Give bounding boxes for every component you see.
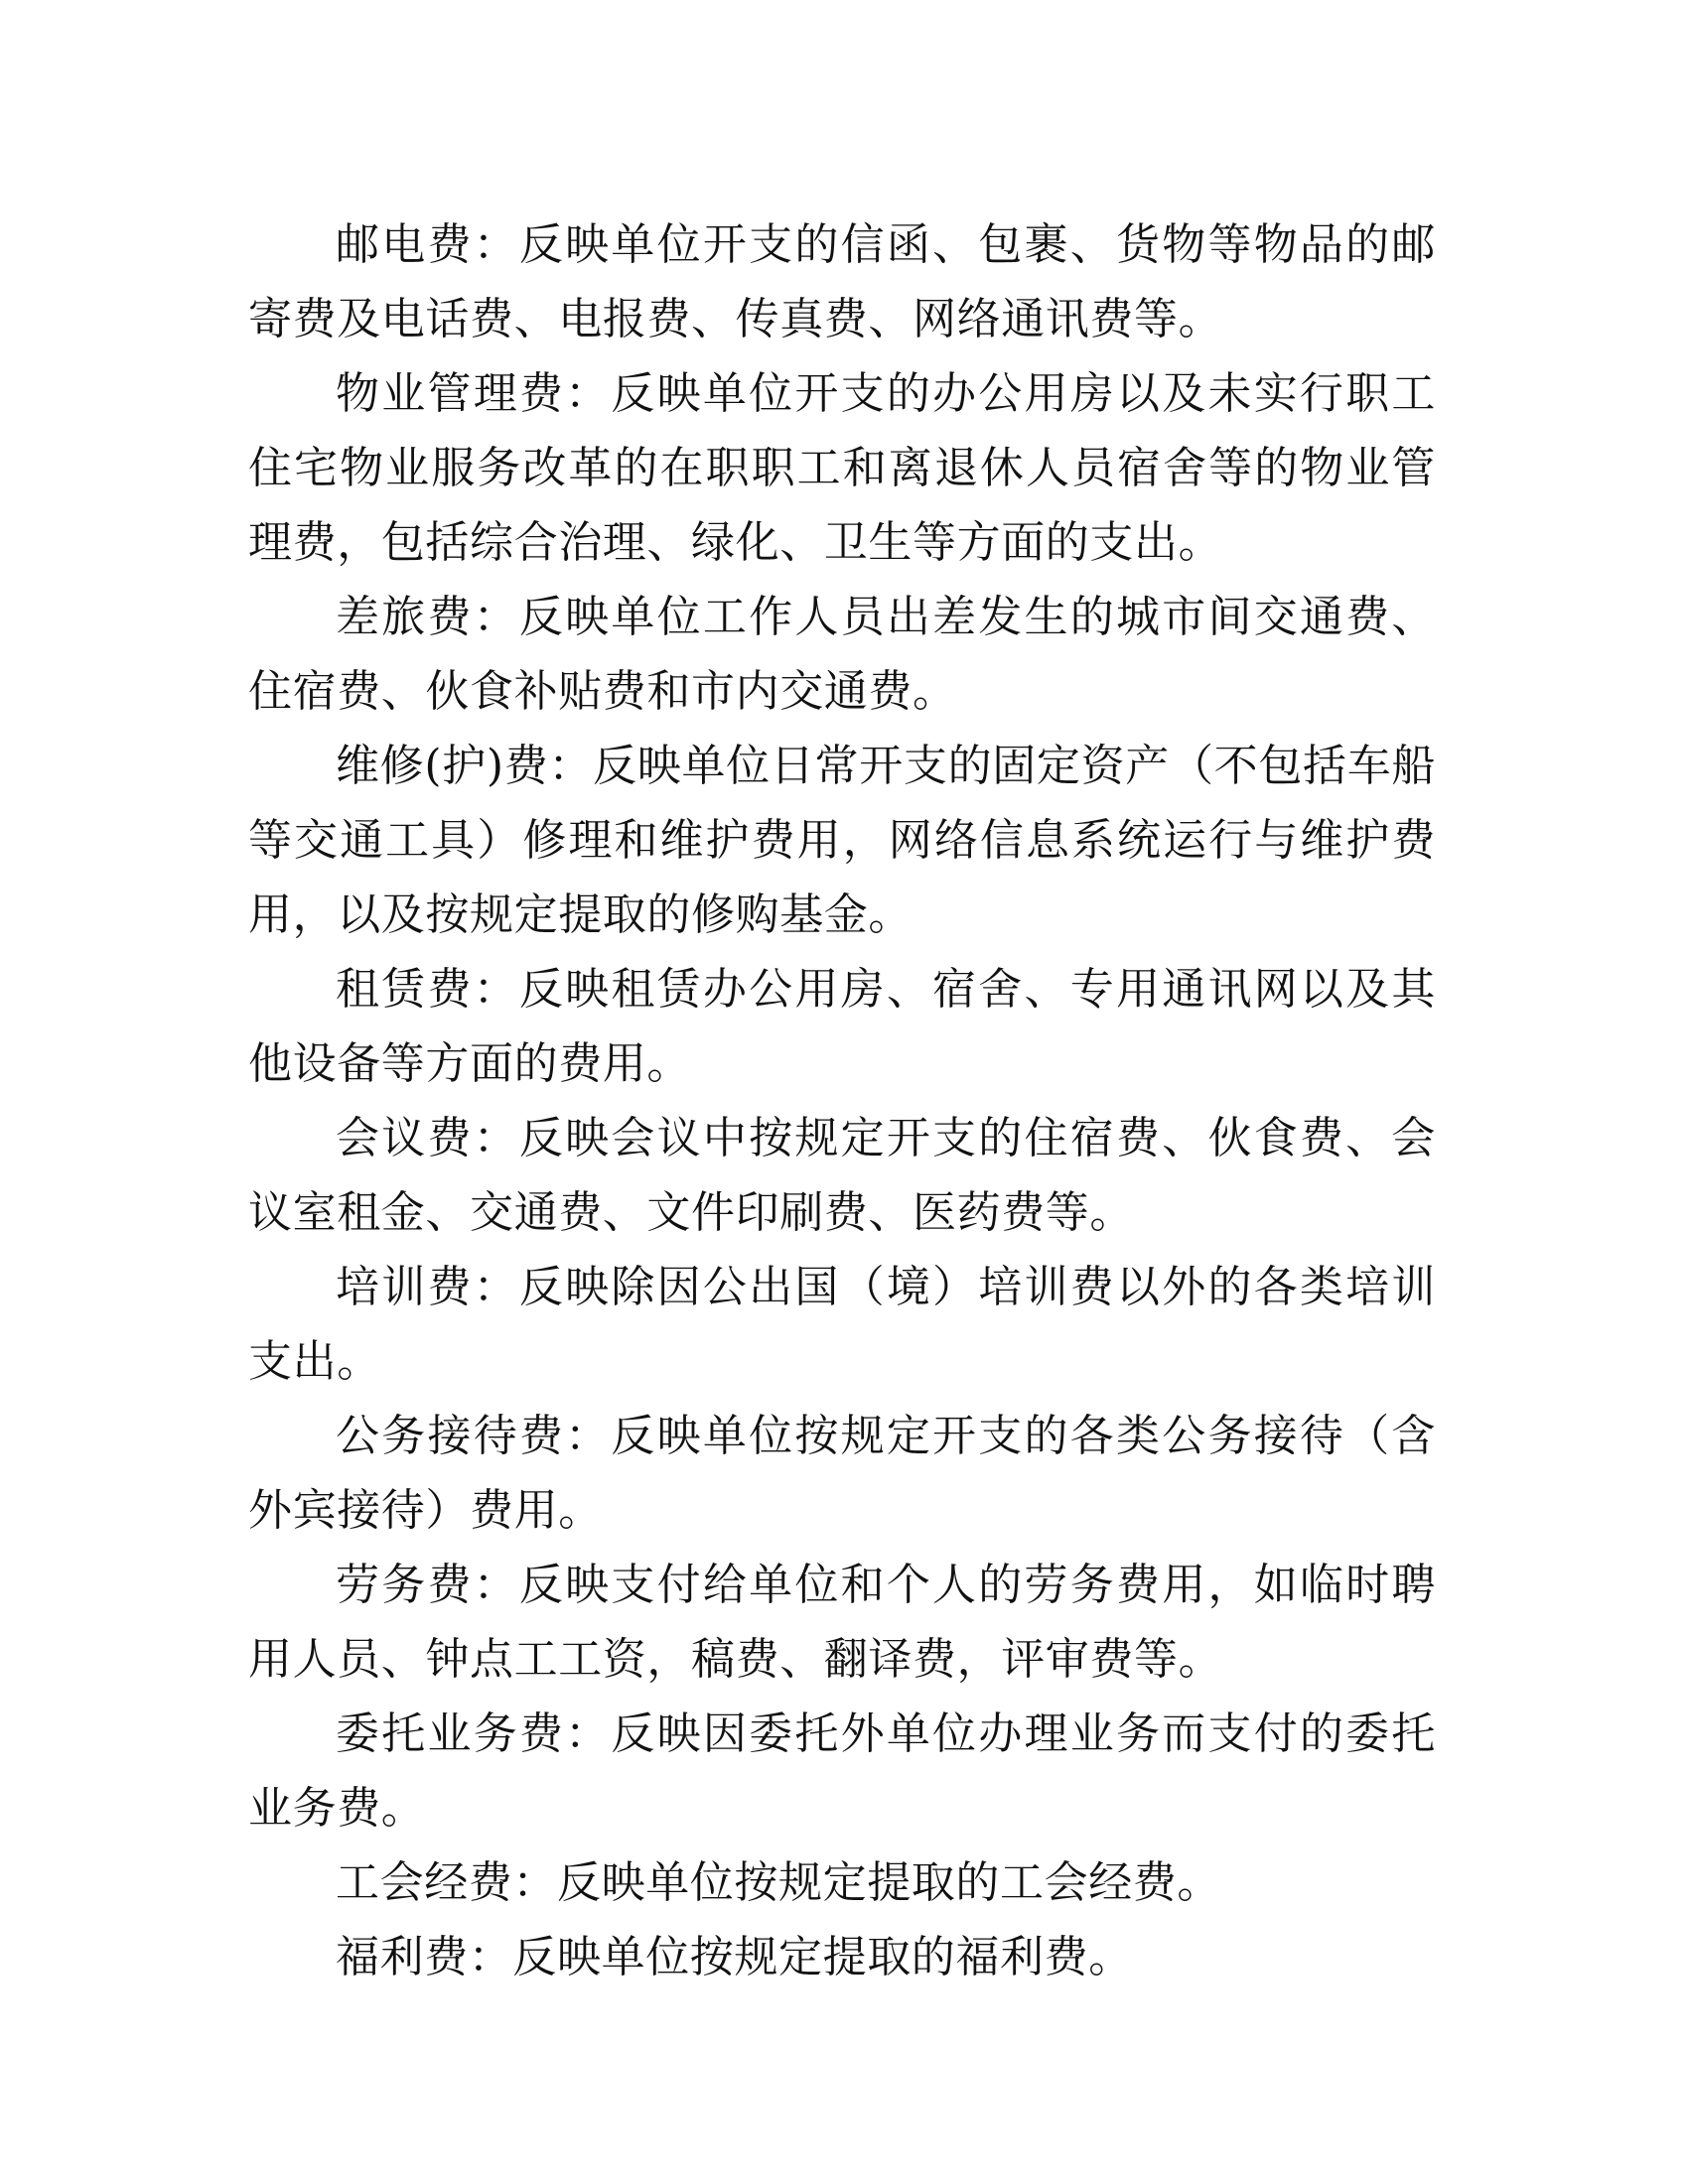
paragraph-welfare-fee: 福利费：反映单位按规定提取的福利费。 [336,1932,1133,1982]
paragraph-meeting-fee: 会议费：反映会议中按规定开支的住宿费、伙食费、会议室租金、交通费、文件印刷费、医药费等。 [248,1113,1436,1238]
paragraph-postal-telecom-fee: 邮电费：反映单位开支的信函、包裹、货物等物品的邮寄费及电话费、电报费、传真费、网络通讯费等。 [248,219,1436,344]
paragraph-official-reception-fee: 公务接待费：反映单位按规定开支的各类公务接待（含外宾接待）费用。 [248,1411,1436,1536]
paragraph-trade-union-fund: 工会经费：反映单位按规定提取的工会经费。 [336,1857,1221,1908]
paragraph-travel-expense: 差旅费：反映单位工作人员出差发生的城市间交通费、住宿费、伙食补贴费和市内交通费。 [248,592,1436,717]
paragraph-maintenance-fee: 维修(护)费：反映单位日常开支的固定资产（不包括车船等交通工具）修理和维护费用，网络信息系统运行与维护费用，以及按规定提取的修购基金。 [248,741,1436,940]
paragraph-property-management-fee: 物业管理费：反映单位开支的办公用房以及未实行职工住宅物业服务改革的在职职工和离退休人员宿舍等的物业管理费，包括综合治理、绿化、卫生等方面的支出。 [248,368,1436,568]
paragraph-commissioned-business-fee: 委托业务费：反映因委托外单位办理业务而支付的委托业务费。 [248,1708,1436,1834]
paragraph-training-fee: 培训费：反映除因公出国（境）培训费以外的各类培训支出。 [248,1262,1436,1387]
document-body [248,207,1436,1994]
paragraph-labor-service-fee: 劳务费：反映支付给单位和个人的劳务费用，如临时聘用人员、钟点工工资，稿费、翻译费，评审费等。 [248,1560,1436,1685]
paragraph-rental-fee: 租赁费：反映租赁办公用房、宿舍、专用通讯网以及其他设备等方面的费用。 [248,964,1436,1089]
